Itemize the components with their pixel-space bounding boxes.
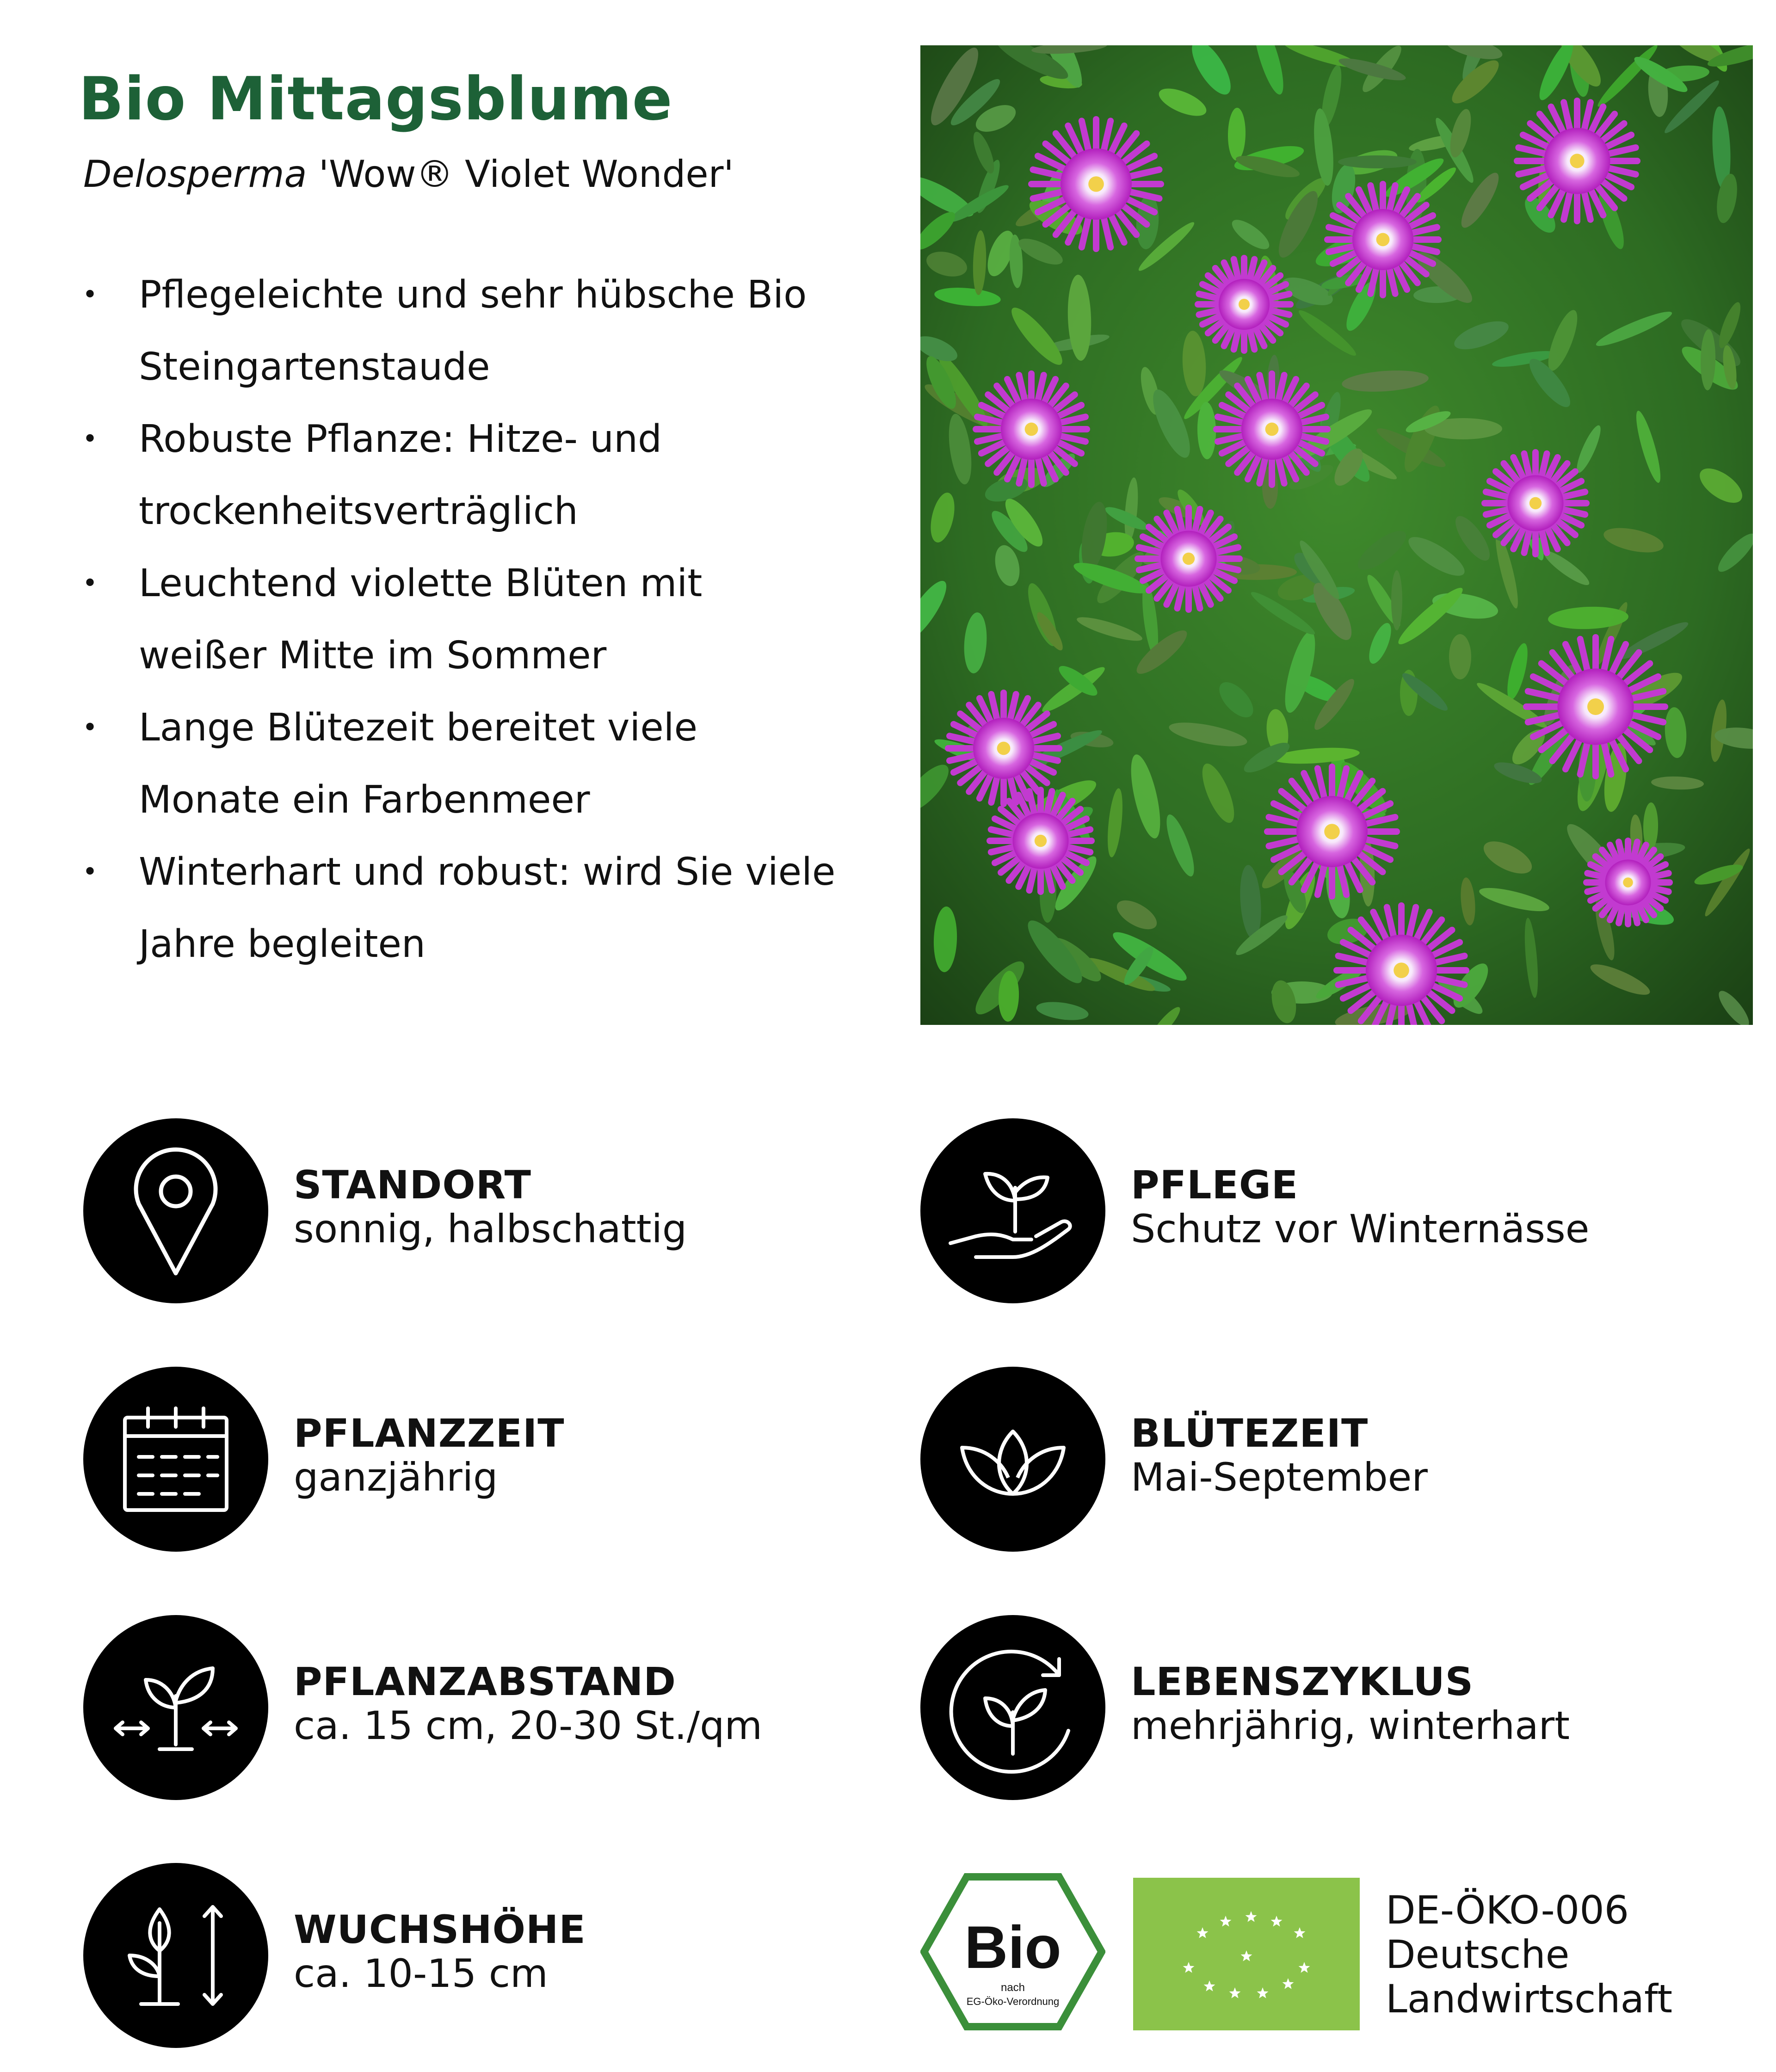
feature-value: ca. 15 cm, 20-30 St./qm: [294, 1703, 763, 1748]
feature-label: PFLEGE: [1131, 1162, 1299, 1208]
feature-value: mehrjährig, winterhart: [1131, 1703, 1570, 1748]
feature-label: STANDORT: [294, 1162, 531, 1208]
botanical-name: [83, 153, 734, 196]
genus-name: Delosperma: [83, 153, 307, 196]
hand-seedling-icon: [920, 1118, 1105, 1303]
lotus-flower-icon: [920, 1367, 1105, 1552]
plant-height-icon: [83, 1863, 268, 2048]
feature-bullet-list: [79, 259, 842, 980]
certification-info: [1386, 1888, 1672, 2021]
feature-lebenszyklus: [920, 1615, 1707, 1800]
bullet-item: • Winterhart und robust: wird Sie viele Jahre begleiten: [79, 836, 842, 980]
feature-standort: [83, 1118, 870, 1303]
feature-value: Schutz vor Winternässe: [1131, 1206, 1590, 1252]
bullet-item: • Robuste Pflanze: Hitze- und trockenheitsverträglich: [79, 403, 842, 548]
bullet-item: • Leuchtend violette Blüten mit weißer Mitte im Sommer: [79, 548, 842, 692]
photo-leaf: [1391, 570, 1402, 630]
certification-line2: Landwirtschaft: [1386, 1976, 1673, 2022]
certification-code: DE-ÖKO-006: [1386, 1887, 1629, 1933]
bio-seal-line2: EG-Öko-Verordnung: [966, 1996, 1060, 2007]
plant-cycle-icon: [920, 1615, 1105, 1800]
feature-pflege: [920, 1118, 1707, 1303]
feature-pflanzzeit: [83, 1367, 870, 1552]
feature-pflanzabstand: [83, 1615, 870, 1800]
bio-seal-line1: nach: [1000, 1981, 1025, 1994]
certification-line1: Deutsche: [1386, 1932, 1570, 1977]
feature-label: LEBENSZYKLUS: [1131, 1659, 1474, 1704]
product-photo: [920, 45, 1753, 1025]
photo-leaf: [1449, 634, 1471, 679]
photo-leaf: [1338, 155, 1417, 168]
feature-label: BLÜTEZEIT: [1131, 1411, 1369, 1456]
cultivar-name: 'Wow® Violet Wonder': [318, 153, 734, 196]
feature-value: sonnig, halbschattig: [294, 1206, 687, 1252]
plant-spacing-icon: [83, 1615, 268, 1800]
bullet-item: • Pflegeleichte und sehr hübsche Bio Steingartenstaude: [79, 259, 842, 403]
feature-label: PFLANZABSTAND: [294, 1659, 677, 1704]
feature-bluetezeit: [920, 1367, 1707, 1552]
feature-label: WUCHSHÖHE: [294, 1907, 586, 1952]
bio-seal-word: Bio: [964, 1913, 1061, 1981]
calendar-icon: [83, 1367, 268, 1552]
bullet-item: • Lange Blütezeit bereitet viele Monate ein Farbenmeer: [79, 692, 842, 836]
feature-value: ca. 10-15 cm: [294, 1951, 548, 1996]
feature-label: PFLANZZEIT: [294, 1411, 565, 1456]
bio-seal-logo: [920, 1873, 1105, 2030]
page-title: Bio Mittagsblume: [79, 65, 673, 134]
feature-wuchshoehe: [83, 1863, 870, 2048]
eu-organic-leaf-logo: [1133, 1878, 1360, 2030]
feature-value: ganzjährig: [294, 1455, 498, 1500]
feature-value: Mai-September: [1131, 1455, 1428, 1500]
location-pin-icon: [83, 1118, 268, 1303]
